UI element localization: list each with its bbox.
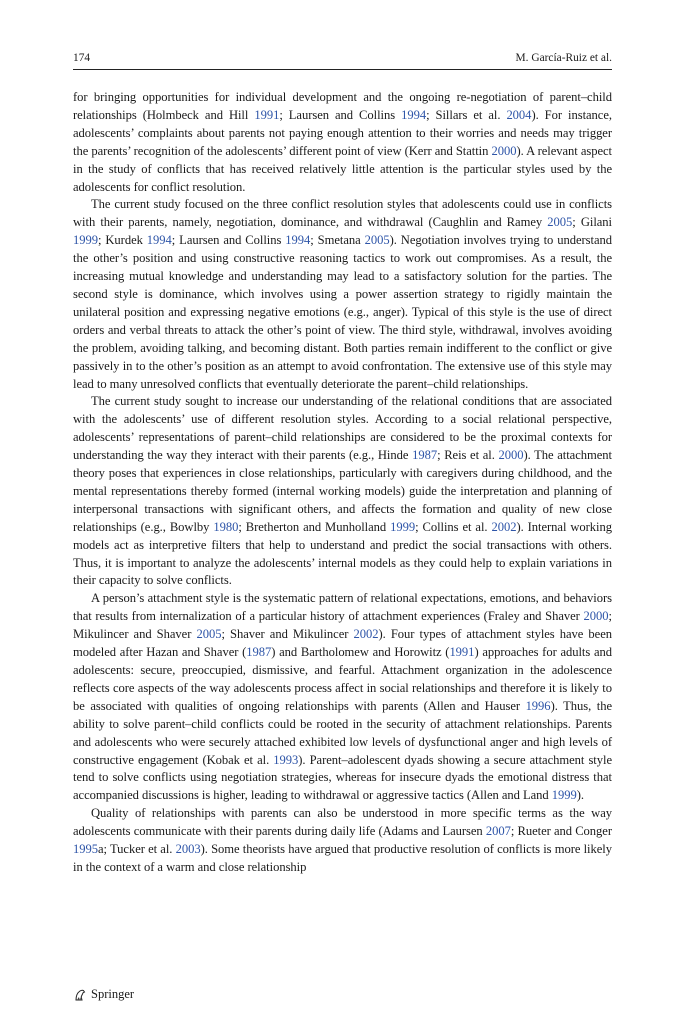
publisher-footer	[73, 987, 134, 1002]
page-number: 174	[73, 52, 91, 64]
text-run: ). For instance, adolescents’ complaints about parents not paying enough attention to their worries and needs may trigger the parents’ recognition of the adolescents’ different point of view (Kerr and Stattin	[73, 107, 612, 158]
running-head-authors: M. García-Ruiz et al.	[515, 52, 612, 64]
text-run: ; Laursen and Collins	[279, 107, 402, 122]
text-run: The current study sought to increase our understanding of the relational conditions that are associated with the adolescents’ use of different resolution styles. According to a social relational perspective, adolescents’ representations of parent–child relationships are considered to be the proximal contexts for understanding the way they interact with their parents (e.g., Hinde	[73, 394, 612, 463]
citation-year-link[interactable]: 2002	[353, 627, 379, 642]
text-run: for bringing opportunities for individual development and the ongoing re-negotiation of parent–child relationships (Holmbeck and Hill	[73, 90, 612, 122]
citation-year-link[interactable]: 1991	[254, 107, 280, 122]
citation-year-link[interactable]: 2000	[498, 448, 524, 463]
text-run: ; Smetana	[310, 233, 365, 248]
citation-year-link[interactable]: 1999	[390, 519, 416, 534]
body-text	[73, 89, 612, 877]
citation-year-link[interactable]: 2000	[491, 143, 517, 158]
citation-year-link[interactable]: 1994	[285, 233, 311, 248]
citation-year-link[interactable]: 2000	[583, 609, 609, 624]
paragraph-1	[73, 89, 612, 196]
text-run: ; Sillars et al.	[426, 107, 507, 122]
text-run: ).	[576, 788, 585, 803]
text-run: a; Tucker et al.	[98, 842, 176, 857]
citation-year-link[interactable]: 2004	[506, 107, 532, 122]
text-run: ). Negotiation involves trying to understand the other’s position and using constructive reasoning tactics to work out compromises. As a result, the increasing mutual knowledge and understanding may lead to a satisfactory solution for the parties. The second style is dominance, which involves using a power assertion strategy to rigidly maintain the unilateral position and expressing negative emotions (e.g., anger). Typical of this style is the use of direct orders and verbal threats to attack the other’s point of view. The third style, withdrawal, involves avoiding the problem, avoiding talking, and becoming distant. Both parties remain indifferent to the conflict or give passively in to the other’s position as an attempt to avoid confrontation. The extensive use of this style may lead to many unresolved conflicts that eventually deteriorate the parent–child relationships.	[73, 233, 612, 391]
citation-year-link[interactable]: 2007	[485, 824, 511, 839]
text-run: ). Internal working models act as interpretive filters that help to understand and predict the social transactions with others. Thus, it is important to analyze the adolescents’ internal models as they could help to explain variations in their capacity to solve conflicts.	[73, 519, 612, 588]
citation-year-link[interactable]: 2002	[491, 519, 517, 534]
text-run: ). Four types of attachment styles have been modeled after Hazan and Shaver (	[73, 627, 613, 660]
text-run: ; Rueter and Conger	[510, 824, 612, 839]
text-run: ). The attachment theory poses that experiences in close relationships, particularly with caregivers during childhood, and the mental representations thereby formed (internal working models) guide the interpretation and planning of interpersonal transactions with significant others, and affects the formation and quality of new close relationships (e.g., Bowlby	[73, 448, 612, 534]
text-run: ). Some theorists have argued that productive resolution of conflicts is more likely in the context of a warm and close relationship	[73, 842, 612, 874]
citation-year-link[interactable]: 1991	[449, 645, 475, 660]
citation-year-link[interactable]: 1980	[213, 519, 239, 534]
text-run: ; Reis et al.	[437, 448, 499, 463]
text-run: ; Laursen and Collins	[171, 233, 286, 248]
citation-year-link[interactable]: 2005	[364, 233, 390, 248]
citation-year-link[interactable]: 1987	[412, 448, 438, 463]
citation-year-link[interactable]: 1994	[401, 107, 427, 122]
text-run: The current study focused on the three conflict resolution styles that adolescents could use in conflicts with their parents, namely, negotiation, dominance, and withdrawal (Caughlin and Ramey	[73, 197, 612, 230]
citation-year-link[interactable]: 1999	[73, 233, 98, 248]
text-run: ; Bretherton and Munholland	[238, 519, 391, 534]
publisher-name: Springer	[91, 987, 135, 1001]
text-run: ). Parent–adolescent dyads showing a secure attachment style tend to solve conflicts using negotiation strategies, whereas for insecure dyads the emotional distress that accompanied discussions is higher, leading to withdrawal or aggressive tactics (Allen and Land	[73, 752, 612, 803]
text-run: ) and Bartholomew and Horowitz (	[271, 645, 450, 660]
citation-year-link[interactable]: 1994	[146, 233, 172, 248]
text-run: ). Thus, the ability to solve parent–child conflicts could be rooted in the security of attachment relationships. Parents and adolescents who were securely attached exhibited low levels of dysfunctional anger and high levels of constructive engagement (Kobak et al.	[73, 698, 612, 767]
citation-year-link[interactable]: 2003	[175, 842, 201, 857]
paragraph-4	[73, 590, 612, 805]
citation-year-link[interactable]: 1993	[273, 752, 299, 767]
text-run: ). A relevant aspect in the study of conflicts that has received relatively little attention is the particular styles used by the adolescents for conflict resolution.	[73, 143, 613, 194]
text-run: ) approaches for adults and adolescents: secure, preoccupied, dismissive, and fearful. Attachment organization in the adolescence reflects core aspects of the way adolescents process affect in social relationships and therefore it is likely to be associated with qualities of ongoing relationships with parents (Allen and Hauser	[73, 645, 612, 713]
paragraph-5	[73, 805, 612, 877]
text-run: ; Kurdek	[98, 233, 147, 248]
paragraph-2	[73, 196, 612, 393]
citation-year-link[interactable]: 1995	[73, 842, 98, 857]
text-run: ; Collins et al.	[415, 519, 492, 534]
header-rule	[73, 69, 612, 70]
text-run: ; Gilani	[572, 215, 613, 230]
text-run: ; Shaver and Mikulincer	[221, 627, 354, 642]
running-header	[73, 51, 612, 65]
citation-year-link[interactable]: 1996	[525, 698, 551, 713]
text-run: Quality of relationships with parents can also be understood in more specific terms as the way adolescents communicate with their parents during daily life (Adams and Laursen	[73, 806, 612, 839]
citation-year-link[interactable]: 2005	[196, 627, 222, 642]
text-run: A person’s attachment style is the systematic pattern of relational expectations, emotions, and behaviors that results from internalization of a particular history of attachment experiences (Fraley and Shaver	[73, 591, 612, 624]
paragraph-3	[73, 393, 612, 590]
springer-horse-icon	[73, 988, 87, 1002]
text-run: ; Mikulincer and Shaver	[73, 609, 612, 642]
citation-year-link[interactable]: 1987	[246, 645, 272, 660]
citation-year-link[interactable]: 2005	[547, 215, 573, 230]
citation-year-link[interactable]: 1999	[551, 788, 577, 803]
